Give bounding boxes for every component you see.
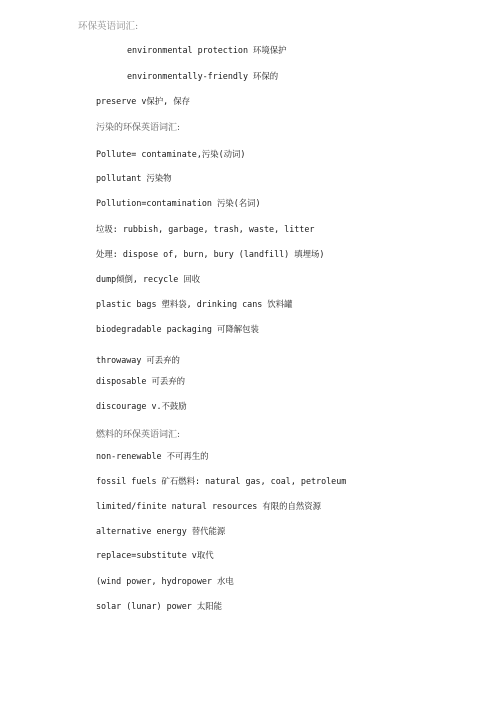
section-heading-pollution: 污染的环保英语词汇:	[96, 123, 181, 133]
section-heading-fuel: 燃料的环保英语词汇:	[96, 430, 181, 440]
term-line-3: preserve v保护, 保存	[96, 96, 191, 106]
term-line-8: 垃圾: rubbish, garbage, trash, waste, litter	[96, 224, 315, 234]
term-line-12: biodegradable packaging 可降解包装	[96, 324, 259, 334]
term-line-9: 处理: dispose of, burn, bury (landfill) 填埋场)	[96, 249, 325, 259]
term-line-5: Pollute= contaminate,污染(动词)	[96, 149, 246, 159]
term-line-14: disposable 可丢弃的	[96, 376, 185, 386]
term-line-23: solar (lunar) power 太阳能	[96, 601, 222, 611]
term-line-11: plastic bags 塑料袋, drinking cans 饮料罐	[96, 299, 293, 309]
page-header-title: 环保英语词汇:	[78, 21, 139, 32]
term-line-20: alternative energy 替代能源	[96, 526, 226, 536]
term-line-18: fossil fuels 矿石燃料: natural gas, coal, petroleum	[96, 476, 347, 486]
term-line-21: replace=substitute v取代	[96, 550, 214, 560]
term-line-22: (wind power, hydropower 水电	[96, 576, 234, 586]
term-line-7: Pollution=contamination 污染(名词)	[96, 198, 261, 208]
term-line-2: environmentally-friendly 环保的	[127, 71, 279, 81]
term-line-10: dump倾倒, recycle 回收	[96, 274, 201, 284]
term-line-17: non-renewable 不可再生的	[96, 451, 209, 461]
term-line-13: throwaway 可丢弃的	[96, 355, 180, 365]
term-line-6: pollutant 污染物	[96, 173, 172, 183]
term-line-15: discourage v.不鼓励	[96, 401, 187, 411]
term-line-1: environmental protection 环境保护	[127, 45, 287, 55]
term-line-19: limited/finite natural resources 有限的自然资源	[96, 501, 322, 511]
